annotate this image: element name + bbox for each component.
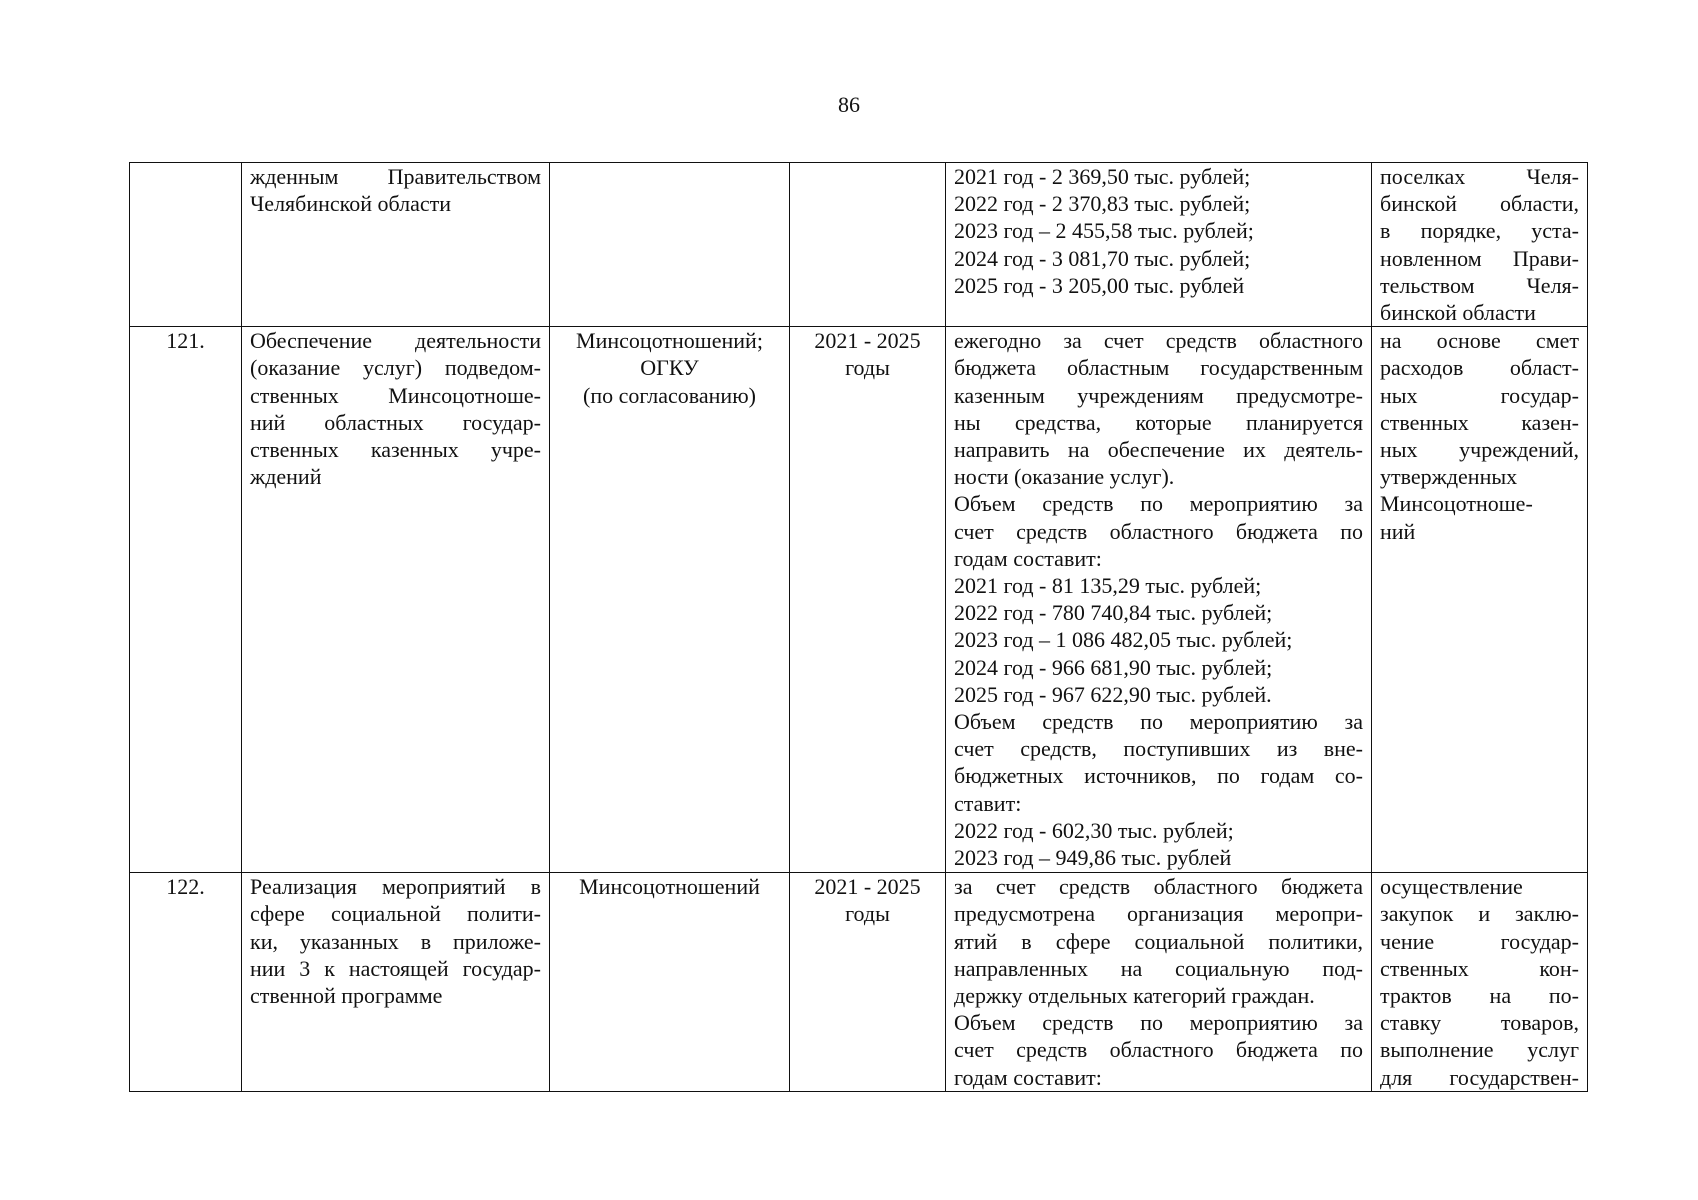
- note-line: закупок и заклю-: [1380, 901, 1579, 927]
- note-line: трактов на по-: [1380, 983, 1579, 1009]
- measure-name-line: Обеспечение деятельности: [250, 328, 541, 354]
- description-line: ежегодно за счет средств областного: [954, 328, 1363, 354]
- measure-name-line: жденным Правительством: [250, 164, 541, 189]
- term-line: 2021 - 2025: [814, 328, 921, 354]
- description-line: казенным учреждениям предусмотре-: [954, 382, 1363, 408]
- description-line: 2023 год – 2 455,58 тыс. рублей;: [954, 218, 1254, 244]
- note-line: утвержденных: [1380, 464, 1518, 490]
- measure-name-line: ки, указанных в приложе-: [250, 928, 541, 954]
- description-line: направить на обеспечение их деятель-: [954, 437, 1363, 463]
- measure-name-line: ждений: [250, 464, 322, 490]
- description-line: 2021 год - 81 135,29 тыс. рублей;: [954, 573, 1262, 599]
- row-number-cell: [130, 163, 242, 327]
- executor-cell: [550, 327, 790, 873]
- note-cell: [1372, 163, 1588, 327]
- description-line: Объем средств по мероприятию за: [954, 491, 1363, 517]
- term-cell: [790, 327, 946, 873]
- description-line: ятий в сфере социальной политики,: [954, 928, 1363, 954]
- description-line: годам составит:: [954, 1064, 1102, 1090]
- executor-line: Минсоцотношений: [579, 874, 760, 900]
- measure-name-line: нии 3 к настоящей государ-: [250, 955, 541, 981]
- note-line: бинской области,: [1380, 191, 1579, 217]
- executor-cell: [550, 163, 790, 327]
- note-line: поселках Челя-: [1380, 164, 1579, 189]
- executor-line: Минсоцотношений;: [576, 328, 763, 354]
- description-line: Объем средств по мероприятию за: [954, 1010, 1363, 1036]
- description-line: Объем средств по мероприятию за: [954, 709, 1363, 735]
- note-cell: [1372, 327, 1588, 873]
- description-line: бюджета областным государственным: [954, 355, 1363, 381]
- note-line: осуществление: [1380, 874, 1523, 900]
- measure-name-line: Реализация мероприятий в: [250, 874, 541, 900]
- note-line: выполнение услуг: [1380, 1037, 1579, 1063]
- description-line: 2024 год - 966 681,90 тыс. рублей;: [954, 654, 1273, 680]
- description-cell: [946, 873, 1372, 1092]
- description-line: 2023 год – 949,86 тыс. рублей: [954, 845, 1232, 871]
- description-line: 2025 год - 3 205,00 тыс. рублей: [954, 272, 1245, 298]
- measure-name-line: ственных казенных учре-: [250, 437, 541, 463]
- description-line: бюджетных источников, по годам со-: [954, 763, 1363, 789]
- term-cell: [790, 163, 946, 327]
- measure-name-line: ственной программе: [250, 983, 443, 1009]
- term-cell: [790, 873, 946, 1092]
- term-line: годы: [845, 901, 890, 927]
- measure-name-line: ственных Минсоцотноше-: [250, 382, 541, 408]
- description-line: 2023 год – 1 086 482,05 тыс. рублей;: [954, 627, 1293, 653]
- measure-name-line: сфере социальной полити-: [250, 901, 541, 927]
- description-line: счет средств областного бюджета по: [954, 1037, 1363, 1063]
- description-line: счет средств, поступивших из вне-: [954, 736, 1363, 762]
- measure-name-cell: [242, 873, 550, 1092]
- note-line: на основе смет: [1380, 328, 1579, 354]
- description-line: направленных на социальную под-: [954, 955, 1363, 981]
- note-line: тельством Челя-: [1380, 272, 1579, 298]
- executor-line: ОГКУ: [640, 355, 699, 381]
- note-line: ных учреждений,: [1380, 437, 1579, 463]
- description-line: ставит:: [954, 790, 1022, 816]
- note-line: ственных казен-: [1380, 409, 1579, 435]
- description-line: счет средств областного бюджета по: [954, 518, 1363, 544]
- executor-line: (по согласованию): [583, 382, 756, 408]
- table-row: [130, 873, 1588, 1092]
- note-line: для государствен-: [1380, 1064, 1579, 1090]
- measure-name-line: Челябинской области: [250, 191, 452, 217]
- table-row: [130, 327, 1588, 873]
- note-line: расходов област-: [1380, 355, 1579, 381]
- row-number: 121.: [166, 328, 205, 354]
- description-cell: [946, 327, 1372, 873]
- row-number: 122.: [166, 874, 205, 900]
- measure-name-line: (оказание услуг) подведом-: [250, 355, 541, 381]
- description-line: 2022 год - 602,30 тыс. рублей;: [954, 817, 1234, 843]
- note-line: ний: [1380, 518, 1416, 544]
- note-line: ных государ-: [1380, 382, 1579, 408]
- description-line: 2024 год - 3 081,70 тыс. рублей;: [954, 245, 1251, 271]
- note-line: ставку товаров,: [1380, 1010, 1579, 1036]
- description-line: ны средства, которые планируется: [954, 409, 1363, 435]
- note-cell: [1372, 873, 1588, 1092]
- description-line: за счет средств областного бюджета: [954, 874, 1363, 900]
- note-line: бинской области: [1380, 300, 1536, 326]
- measure-name-line: ний областных государ-: [250, 409, 541, 435]
- note-line: Минсоцотноше-: [1380, 491, 1533, 517]
- description-line: 2022 год - 2 370,83 тыс. рублей;: [954, 191, 1251, 217]
- page-number: 86: [838, 92, 860, 117]
- description-line: ности (оказание услуг).: [954, 464, 1175, 490]
- description-line: держку отдельных категорий граждан.: [954, 983, 1315, 1009]
- note-line: в порядке, уста-: [1380, 218, 1579, 244]
- description-cell: [946, 163, 1372, 327]
- description-line: предусмотрена организация меропри-: [954, 901, 1363, 927]
- row-number-cell: [130, 327, 242, 873]
- measure-name-cell: [242, 163, 550, 327]
- term-line: годы: [845, 355, 890, 381]
- term-line: 2021 - 2025: [814, 874, 921, 900]
- table-row: [130, 163, 1588, 327]
- description-line: 2022 год - 780 740,84 тыс. рублей;: [954, 600, 1273, 626]
- executor-cell: [550, 873, 790, 1092]
- description-line: годам составит:: [954, 545, 1102, 571]
- measure-name-cell: [242, 327, 550, 873]
- program-measures-table: [129, 162, 1588, 1092]
- note-line: ственных кон-: [1380, 955, 1579, 981]
- row-number-cell: [130, 873, 242, 1092]
- description-line: 2021 год - 2 369,50 тыс. рублей;: [954, 164, 1251, 189]
- description-line: 2025 год - 967 622,90 тыс. рублей.: [954, 681, 1272, 707]
- note-line: новленном Прави-: [1380, 245, 1579, 271]
- note-line: чение государ-: [1380, 928, 1579, 954]
